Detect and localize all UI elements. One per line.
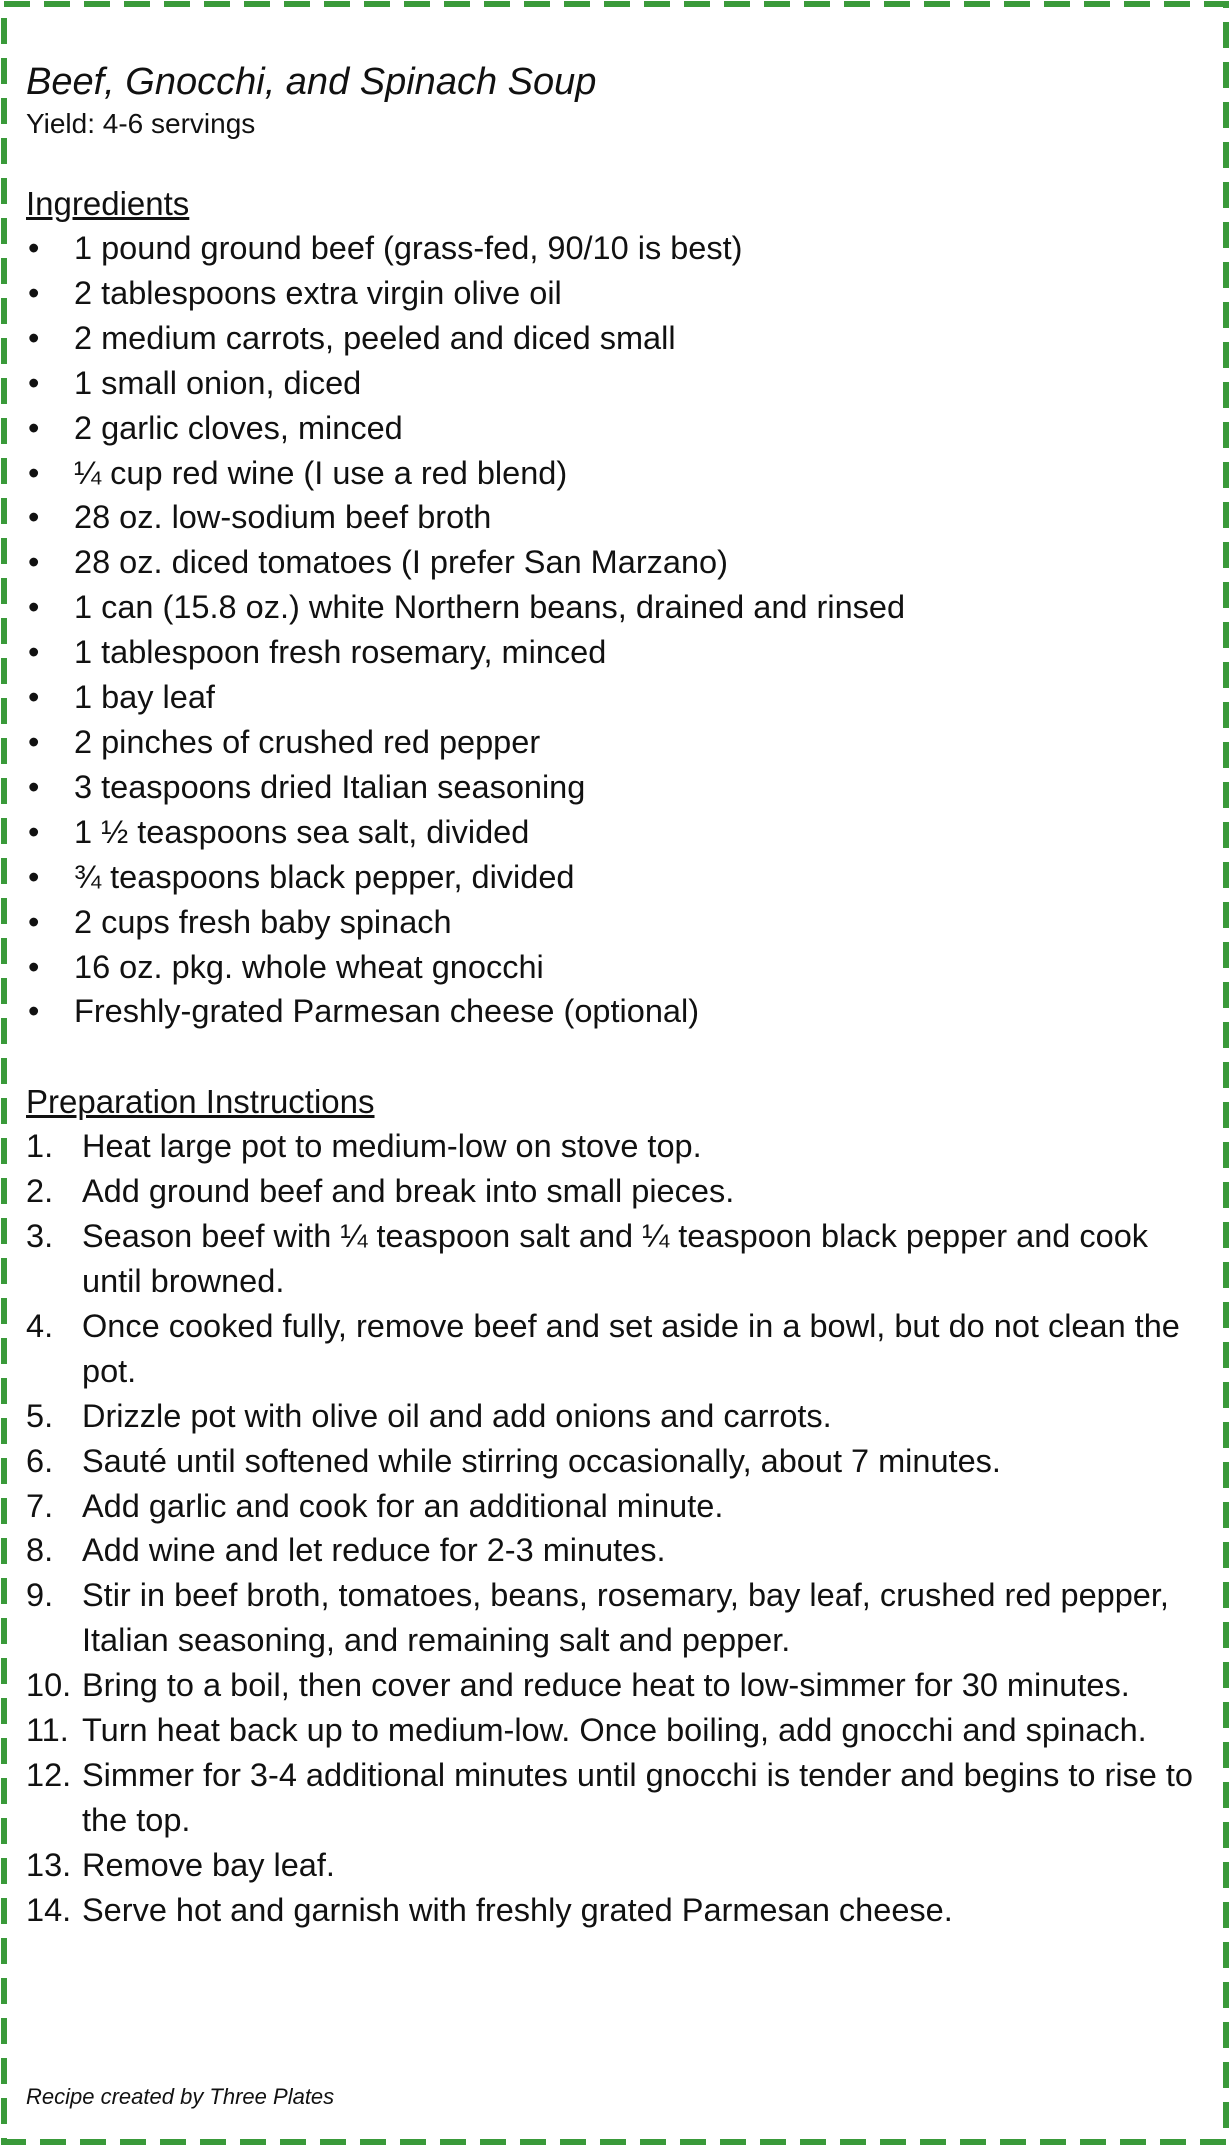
recipe-yield: Yield: 4-6 servings	[26, 108, 256, 139]
step-number: 2.	[26, 1173, 54, 1210]
ingredient-item: • 28 oz. low-sodium beef broth	[26, 495, 1206, 540]
instructions-list	[26, 1124, 1206, 1932]
step-text: Serve hot and garnish with freshly grated Parmesan cheese.	[82, 1891, 953, 1928]
step-number: 5.	[26, 1397, 54, 1434]
step-text: Drizzle pot with olive oil and add onions and carrots.	[82, 1397, 832, 1434]
step-text: Bring to a boil, then cover and reduce heat to low-simmer for 30 minutes.	[82, 1667, 1130, 1704]
ingredients-heading: Ingredients	[26, 185, 190, 222]
ingredient-item: • 1 bay leaf	[26, 675, 1206, 720]
recipe-content	[26, 58, 1206, 1933]
ingredient-item: • 3 teaspoons dried Italian seasoning	[26, 765, 1206, 810]
step-number: 3.	[26, 1218, 54, 1255]
step-text: Turn heat back up to medium-low. Once boiling, add gnocchi and spinach.	[82, 1712, 1147, 1749]
ingredient-item: • 2 tablespoons extra virgin olive oil	[26, 271, 1206, 316]
step-text: Add wine and let reduce for 2-3 minutes.	[82, 1532, 666, 1569]
step-number: 11.	[26, 1712, 69, 1749]
step-text: Simmer for 3-4 additional minutes until gnocchi is tender and begins to rise to the top.	[82, 1757, 1193, 1838]
instruction-step	[26, 1484, 1206, 1529]
step-text: Heat large pot to medium-low on stove top.	[82, 1128, 702, 1165]
ingredient-item: • Freshly-grated Parmesan cheese (optional)	[26, 989, 1206, 1034]
ingredient-item: • 2 cups fresh baby spinach	[26, 900, 1206, 945]
instruction-step	[26, 1169, 1206, 1214]
ingredients-list	[26, 226, 1206, 1034]
step-number: 13.	[26, 1846, 72, 1883]
ingredient-item: • 1 small onion, diced	[26, 361, 1206, 406]
step-text: Once cooked fully, remove beef and set aside in a bowl, but do not clean the pot.	[82, 1307, 1180, 1389]
ingredient-item: • ¾ teaspoons black pepper, divided	[26, 855, 1206, 900]
instruction-step	[26, 1663, 1206, 1708]
instructions-heading: Preparation Instructions	[26, 1083, 375, 1121]
instruction-step	[26, 1573, 1206, 1663]
ingredient-item: • 1 can (15.8 oz.) white Northern beans, drained and rinsed	[26, 585, 1206, 630]
instruction-step	[26, 1124, 1206, 1169]
instruction-step	[26, 1394, 1206, 1439]
instruction-step	[26, 1214, 1206, 1304]
step-text: Stir in beef broth, tomatoes, beans, rosemary, bay leaf, crushed red pepper, Italian seasoning, and remaining salt and pepper.	[82, 1577, 1169, 1659]
step-number: 12.	[26, 1757, 72, 1793]
ingredient-item: • 1 ½ teaspoons sea salt, divided	[26, 810, 1206, 855]
ingredient-item: • 2 medium carrots, peeled and diced small	[26, 316, 1206, 361]
step-text: Add ground beef and break into small pieces.	[82, 1173, 735, 1210]
ingredient-item: • 2 pinches of crushed red pepper	[26, 720, 1206, 765]
ingredient-item: • 2 garlic cloves, minced	[26, 406, 1206, 451]
ingredient-item: • ¼ cup red wine (I use a red blend)	[26, 451, 1206, 496]
step-number: 8.	[26, 1532, 54, 1569]
ingredient-item: • 16 oz. pkg. whole wheat gnocchi	[26, 945, 1206, 990]
instruction-step	[26, 1528, 1206, 1573]
instruction-step	[26, 1753, 1206, 1843]
instruction-step	[26, 1304, 1206, 1394]
recipe-title: Beef, Gnocchi, and Spinach Soup	[26, 61, 597, 103]
instruction-step	[26, 1843, 1206, 1888]
step-text: Sauté until softened while stirring occasionally, about 7 minutes.	[82, 1442, 1001, 1479]
ingredient-item: • 1 pound ground beef (grass-fed, 90/10 is best)	[26, 226, 1206, 271]
step-text: Season beef with ¼ teaspoon salt and ¼ teaspoon black pepper and cook until browned.	[82, 1218, 1149, 1300]
step-number: 14.	[26, 1891, 72, 1928]
instruction-step	[26, 1708, 1206, 1753]
step-number: 9.	[26, 1577, 54, 1614]
step-number: 7.	[26, 1487, 54, 1524]
ingredient-item: • 1 tablespoon fresh rosemary, minced	[26, 630, 1206, 675]
step-number: 6.	[26, 1442, 54, 1479]
instruction-step	[26, 1439, 1206, 1484]
step-text: Remove bay leaf.	[82, 1846, 335, 1883]
step-number: 10.	[26, 1667, 72, 1704]
step-number: 1.	[26, 1128, 54, 1165]
ingredient-item: • 28 oz. diced tomatoes (I prefer San Marzano)	[26, 540, 1206, 585]
instruction-step	[26, 1888, 1206, 1933]
step-text: Add garlic and cook for an additional minute.	[82, 1487, 724, 1524]
recipe-credit: Recipe created by Three Plates	[26, 2084, 335, 2109]
step-number: 4.	[26, 1307, 54, 1344]
